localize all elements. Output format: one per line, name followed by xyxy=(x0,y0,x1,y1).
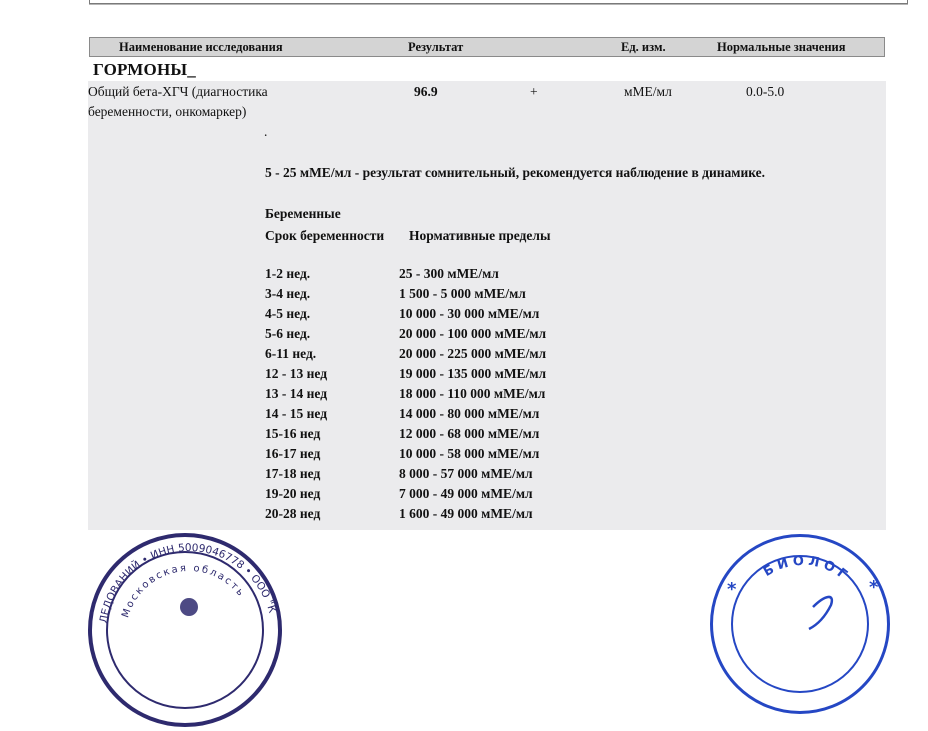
range-period: 4-5 нед. xyxy=(265,306,311,321)
range-period: 17-18 нед xyxy=(265,466,321,481)
range-period: 15-16 нед xyxy=(265,426,321,441)
range-period: 5-6 нед. xyxy=(265,326,311,341)
range-period: 14 - 15 нед xyxy=(265,406,328,421)
header-unit: Ед. изм. xyxy=(621,40,666,54)
svg-text:Московская область: Московская область xyxy=(120,562,247,620)
stamp-text-icon xyxy=(713,537,893,717)
test-unit: мМЕ/мл xyxy=(624,84,672,99)
range-limits: 18 000 - 110 000 мМЕ/мл xyxy=(399,386,546,401)
range-period: 6-11 нед. xyxy=(265,346,317,361)
range-period: 12 - 13 нед xyxy=(265,366,328,381)
range-limits: 25 - 300 мМЕ/мл xyxy=(399,266,499,281)
header-normal: Нормальные значения xyxy=(717,40,846,54)
svg-text:*: * xyxy=(727,579,737,600)
result-flag: + xyxy=(530,84,538,99)
range-limits: 10 000 - 58 000 мМЕ/мл xyxy=(399,446,540,461)
range-period: 16-17 нед xyxy=(265,446,321,461)
comment-note: 5 - 25 мМЕ/мл - результат сомнительный, рекомендуется наблюдение в динамике. xyxy=(265,165,766,180)
test-normal: 0.0-5.0 xyxy=(746,84,785,99)
range-limits: 8 000 - 57 000 мМЕ/мл xyxy=(399,466,533,481)
range-period: 20-28 нед xyxy=(265,506,321,521)
range-limits: 12 000 - 68 000 мМЕ/мл xyxy=(399,426,540,441)
svg-text:*: * xyxy=(869,577,879,598)
range-limits: 20 000 - 100 000 мМЕ/мл xyxy=(399,326,547,341)
column-period: Срок беременности xyxy=(265,228,385,243)
range-period: 13 - 14 нед xyxy=(265,386,328,401)
range-limits: 7 000 - 49 000 мМЕ/мл xyxy=(399,486,533,501)
header-result: Результат xyxy=(408,40,464,54)
table-header xyxy=(89,37,885,57)
header-name: Наименование исследования xyxy=(119,40,283,54)
top-info-box xyxy=(89,0,908,4)
separator-dot: . xyxy=(264,124,268,139)
test-result: 96.9 xyxy=(414,84,438,99)
test-name-line2: беременности, онкомаркер) xyxy=(88,104,247,119)
range-limits: 14 000 - 80 000 мМЕ/мл xyxy=(399,406,540,421)
section-title: ГОРМОНЫ_ xyxy=(93,60,196,79)
organization-stamp-right xyxy=(710,534,890,714)
range-period: 19-20 нед xyxy=(265,486,321,501)
range-period: 3-4 нед. xyxy=(265,286,311,301)
range-period: 1-2 нед. xyxy=(265,266,311,281)
range-limits: 10 000 - 30 000 мМЕ/мл xyxy=(399,306,540,321)
stamp-text-icon xyxy=(92,537,286,731)
range-limits: 20 000 - 225 000 мМЕ/мл xyxy=(399,346,547,361)
test-name-line1: Общий бета-ХГЧ (диагностика xyxy=(88,84,268,99)
range-limits: 19 000 - 135 000 мМЕ/мл xyxy=(399,366,547,381)
pregnant-title: Беременные xyxy=(265,206,341,221)
column-limits: Нормативные пределы xyxy=(409,228,551,243)
svg-text:БИОЛОГ: БИОЛОГ xyxy=(760,553,853,586)
range-limits: 1 600 - 49 000 мМЕ/мл xyxy=(399,506,533,521)
range-limits: 1 500 - 5 000 мМЕ/мл xyxy=(399,286,526,301)
svg-text:ЛЕДОВАНИЙ • ИНН 5009046778 • О: ЛЕДОВАНИЙ • ИНН 5009046778 • ООО "К xyxy=(97,541,279,625)
organization-stamp-left xyxy=(88,533,282,727)
